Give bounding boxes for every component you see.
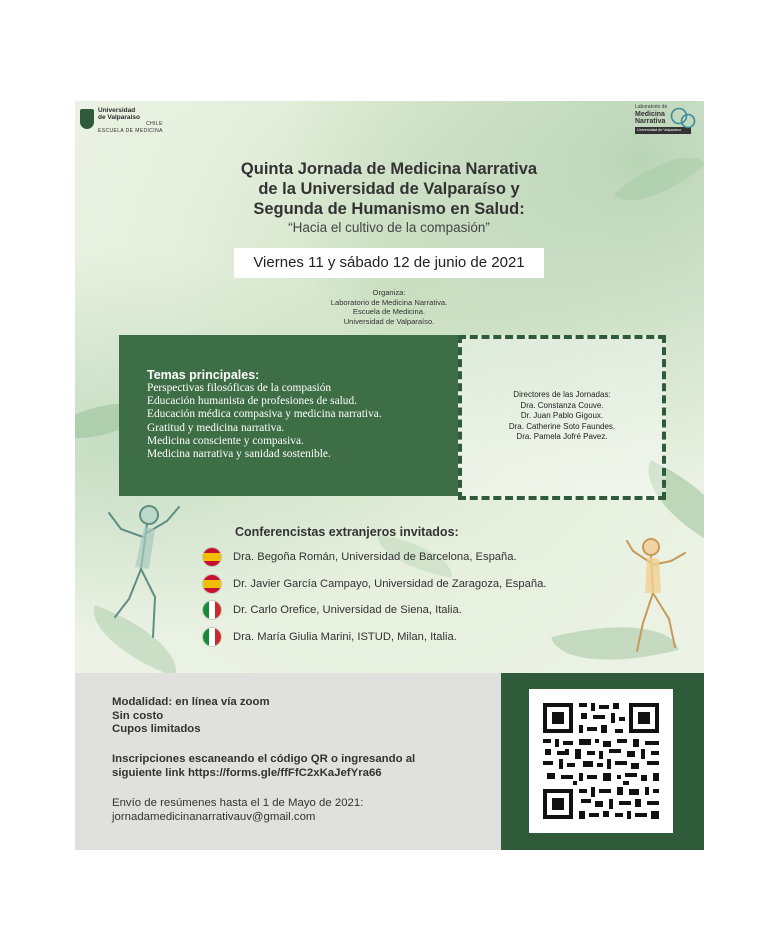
abstracts-deadline-text: Envío de resúmenes hasta el 1 de Mayo de 2021:	[112, 797, 364, 809]
title-line: de la Universidad de Valparaíso y	[258, 180, 520, 198]
qr-code[interactable]	[529, 689, 673, 833]
event-subtitle: “Hacia el cultivo de la compasión”	[288, 220, 490, 235]
directors-box	[458, 335, 666, 500]
logo-text-line: ESCUELA DE MEDICINA	[98, 128, 163, 134]
cost-text: Sin costo	[112, 709, 164, 722]
logo-text-line: de Valparaíso	[98, 114, 140, 121]
speech-bubbles-icon	[669, 107, 697, 131]
italy-flag-icon	[203, 628, 221, 646]
speaker-row	[203, 574, 546, 594]
event-poster	[75, 101, 704, 850]
speaker-row	[203, 547, 517, 567]
spain-flag-icon	[203, 575, 221, 593]
organizers	[255, 288, 523, 326]
italy-flag-icon	[203, 601, 221, 619]
qr-code-icon	[529, 689, 673, 833]
director-name: Dra. Constanza Couve.	[520, 400, 604, 410]
spain-flag-icon	[203, 548, 221, 566]
themes-heading: Temas principales:	[147, 368, 260, 382]
poster-upper-section	[75, 101, 704, 673]
directors-label: Directores de las Jornadas:	[513, 390, 611, 399]
logo-text-line: Medicina	[635, 110, 665, 118]
theme-item: Educación médica compasiva y medicina narrativa.	[147, 408, 382, 421]
theme-item: Medicina consciente y compasiva.	[147, 434, 304, 447]
speaker-name: Dr. Javier García Campayo, Universidad de Zaragoza, España.	[233, 578, 547, 590]
speaker-name: Dra. Begoña Román, Universidad de Barcelona, España.	[233, 551, 517, 563]
speakers-heading: Conferencistas extranjeros invitados:	[235, 525, 459, 539]
speaker-name: Dra. María Giulia Marini, ISTUD, Milan, Italia.	[233, 631, 457, 643]
modality-text: Modalidad: en línea vía zoom	[112, 696, 270, 708]
contact-email[interactable]: jornadamedicinanarrativauv@gmail.com	[112, 811, 316, 823]
narrative-medicine-lab-logo	[635, 105, 697, 137]
themes-list	[147, 382, 382, 461]
speaker-name: Dr. Carlo Orefice, Universidad de Siena, Italia.	[233, 604, 462, 616]
event-title	[115, 159, 663, 235]
logo-text-line: CHILE	[146, 121, 163, 127]
title-line: Segunda de Humanismo en Salud:	[253, 200, 525, 218]
dancing-woman-illustration	[623, 531, 693, 661]
organizers-label: Organiza:	[372, 288, 406, 297]
university-logo	[80, 107, 163, 135]
title-line: Quinta Jornada de Medicina Narrativa	[240, 160, 538, 178]
theme-item: Gratitud y medicina narrativa.	[147, 421, 285, 434]
event-date: Viernes 11 y sábado 12 de junio de 2021	[234, 248, 544, 278]
director-name: Dr. Juan Pablo Gigoux.	[520, 411, 604, 420]
director-name: Dra. Pamela Jofré Pavez.	[516, 432, 608, 441]
theme-item: Perspectivas filosóficas de la compasión	[147, 382, 332, 394]
organizer-item: Escuela de Medicina.	[352, 307, 426, 316]
theme-item: Educación humanista de profesiones de salud.	[147, 395, 358, 408]
organizer-item: Universidad de Valparaíso.	[343, 316, 435, 326]
themes-box	[119, 335, 458, 496]
speaker-row	[203, 600, 462, 620]
speaker-row	[203, 627, 457, 647]
logo-text-line: Universidad	[98, 107, 136, 114]
places-text: Cupos limitados	[112, 723, 201, 736]
registration-text: Inscripciones escaneando el código QR o ingresando al	[112, 753, 416, 765]
registration-link[interactable]: siguiente link https://forms.gle/ffFfC2xKaJefYra66	[112, 766, 382, 779]
logo-text-line: Narrativa	[635, 117, 666, 125]
logo-text-line: Universidad de Valparaíso	[635, 127, 691, 135]
theme-item: Medicina narrativa y sanidad sostenible.	[147, 448, 331, 461]
info-panel	[75, 673, 501, 850]
director-name: Dra. Catherine Soto Faundes.	[508, 421, 616, 431]
organizer-item: Laboratorio de Medicina Narrativa.	[330, 297, 448, 307]
qr-panel	[501, 673, 704, 850]
university-shield-icon	[80, 109, 94, 129]
logo-text-line: Laboratorio de	[635, 104, 668, 110]
dancing-man-illustration	[97, 499, 187, 649]
